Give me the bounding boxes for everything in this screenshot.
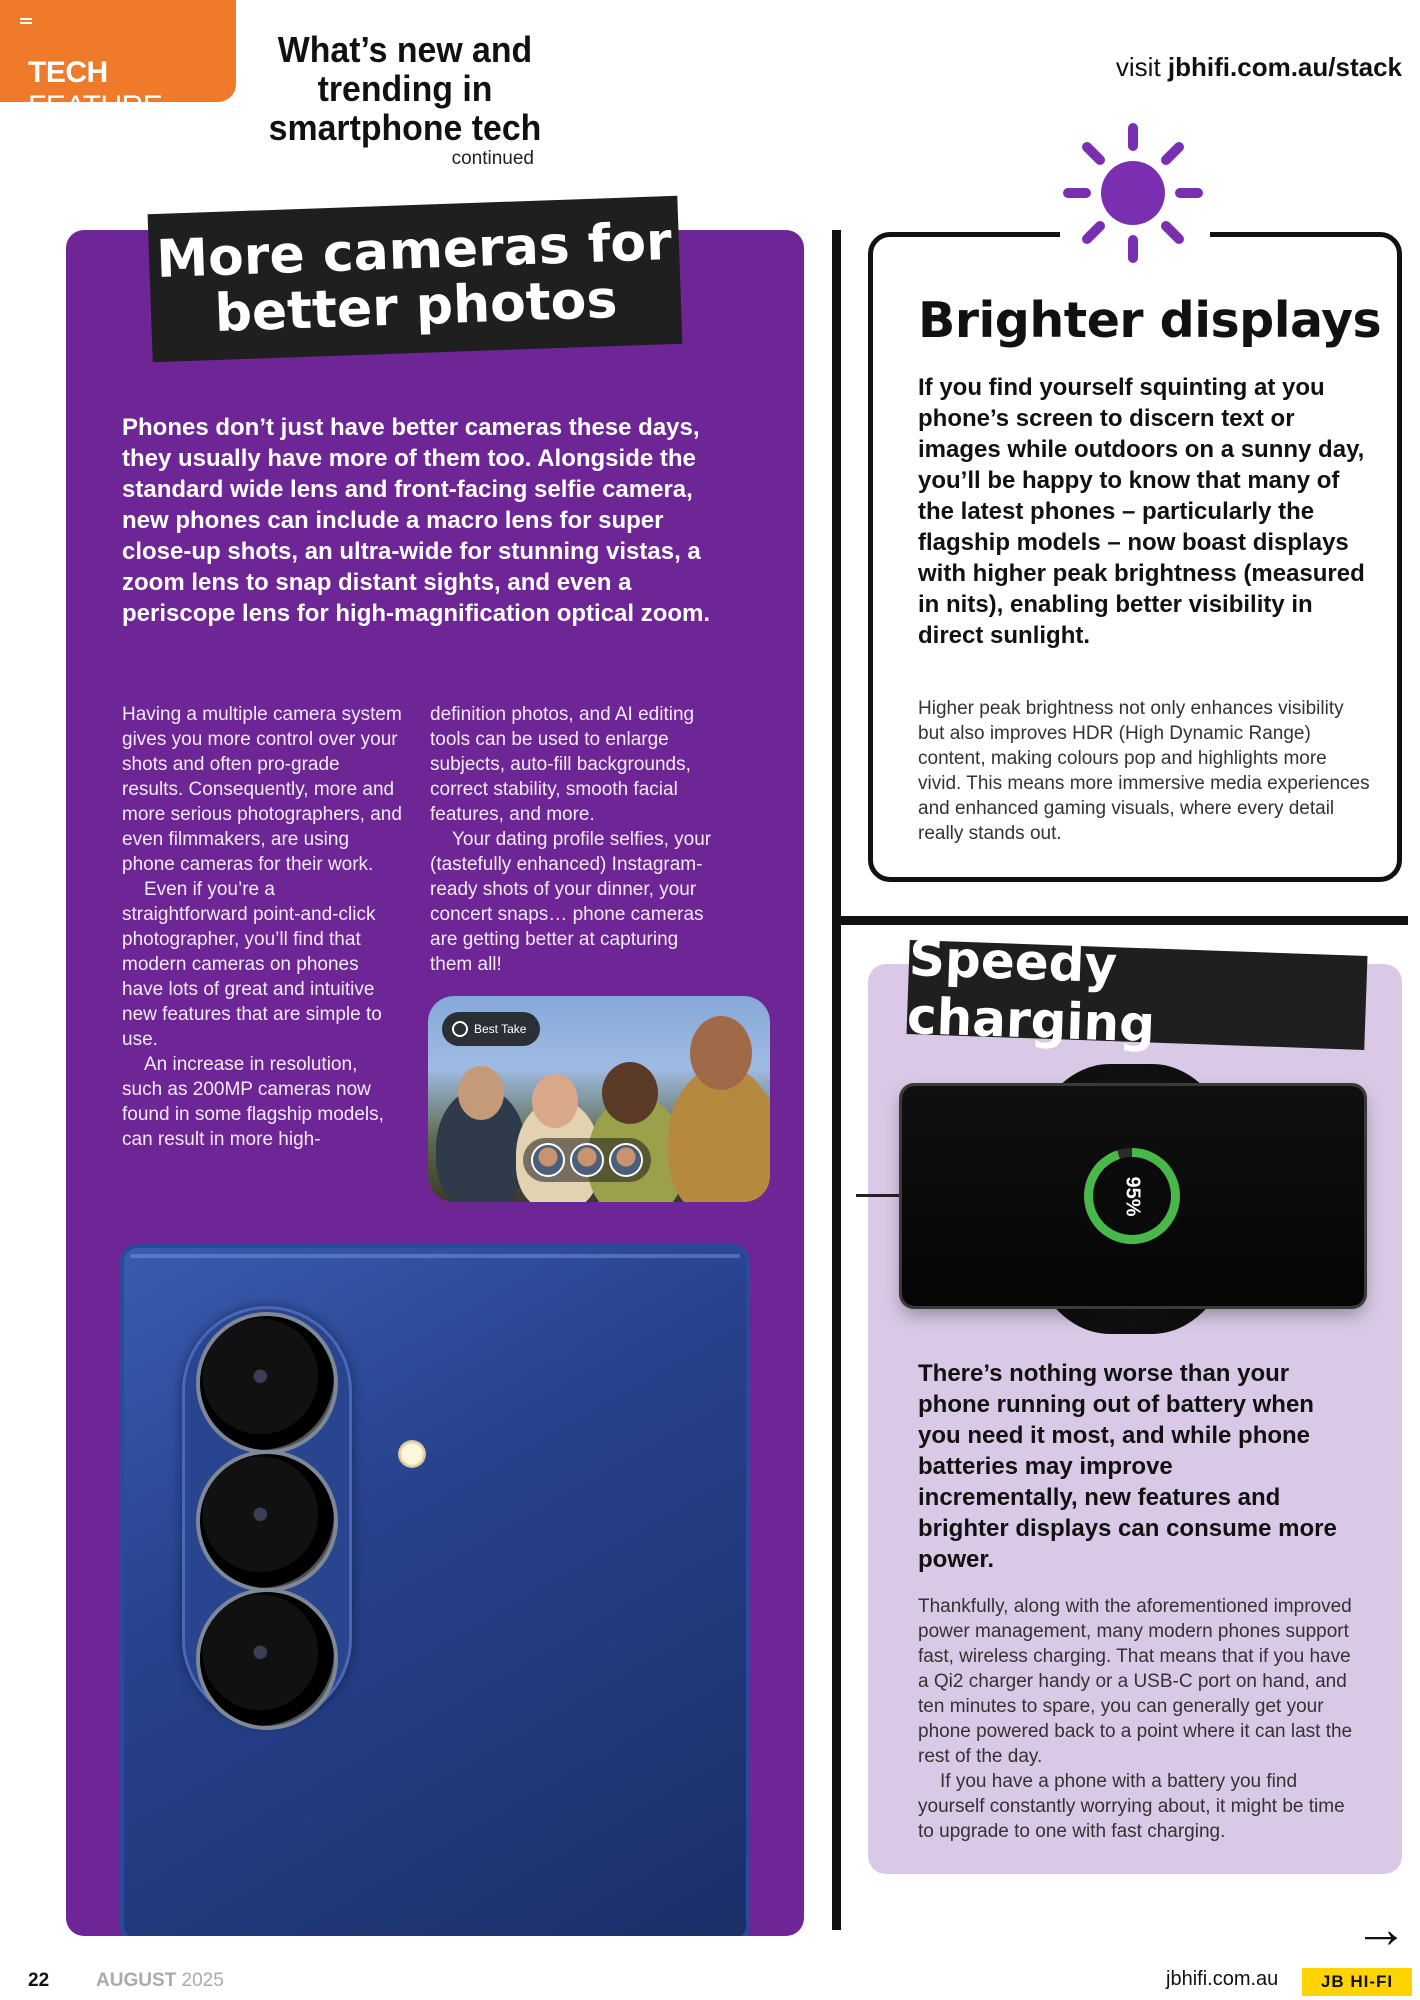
cameras-paragraph: Your dating profile selfies, your (tastefully enhanced) Instagram-ready shots of your dinner, your concert snaps… phone cameras are getting better at capturing them all! [430,829,712,975]
displays-title: Brighter displays [918,292,1382,349]
cameras-paragraph: Having a multiple camera system gives you more control over your shots and often pro-grade results. Consequently, more and more serious photographers, and even filmmakers, are using phone cameras for their work. [122,704,402,875]
best-take-thumbnails[interactable] [523,1138,651,1182]
charger-cable [856,1194,906,1197]
face-thumbnail[interactable] [531,1143,565,1177]
camera-lens [200,1454,334,1588]
section-tag-label [28,56,236,124]
best-take-chip [442,1012,540,1046]
face-shape [532,1074,578,1128]
face-shape [458,1066,504,1120]
camera-module [182,1306,352,1724]
face-shape [690,1016,752,1090]
charging-title-banner [906,929,1367,1054]
displays-body: Higher peak brightness not only enhances visibility but also improves HDR (High Dynamic Range) content, making colours pop and highlights more vivid. This means more immersive media experiences and enhanced gaming visuals, where every detail really stands out. [918,698,1370,844]
footer-url[interactable]: jbhifi.com.au [1166,1968,1279,1990]
best-take-label: Best Take [474,1022,527,1036]
charging-body [918,1594,1358,1844]
visit-url[interactable]: jbhifi.com.au/stack [1167,52,1402,82]
column-divider [832,230,841,1930]
cameras-paragraph: definition photos, and AI editing tools can be used to enlarge subjects, auto-fill backgrounds, correct stability, smooth facial features, and more. [430,704,695,825]
issue-date [96,1970,224,1992]
foldable-phone-render [120,1244,750,1936]
camera-lens [200,1316,334,1450]
cameras-intro: Phones don’t just have better cameras these days, they usually have more of them too. Alongside the standard wide lens and front-facing selfie camera, new phones can include a macro lens for super close-up shots, an ultra-wide for stunning vistas, a zoom lens to snap distant sights, and even a periscope lens for high-magnification optical zoom. [122,414,711,627]
charging-paragraph: Thankfully, along with the aforementioned improved power management, many modern phones support fast, wireless charging. That means that if you have a Qi2 charger handy or a USB-C port on hand, and ten minutes to spare, you can generally get your phone powered back to a point where it can last the rest of the day. [918,1596,1353,1767]
page-headline: What’s new and trending in smartphone tech [268,29,542,148]
sun-icon [1062,122,1204,264]
continued-label: continued [451,148,534,169]
charging-paragraph: If you have a phone with a battery you find yourself constantly worrying about, it might be time to upgrade to one with fast charging. [918,1771,1345,1842]
camera-lens [200,1592,334,1726]
charging-phone [902,1086,1364,1306]
face-thumbnail[interactable] [609,1143,643,1177]
cameras-paragraph: Even if you’re a straightforward point-and-click photographer, you’ll find that modern cameras on phones have lots of great and intuitive new features that are simple to use. [122,879,382,1050]
tag-bold: TECH [28,56,108,89]
face-shape [602,1062,658,1124]
best-take-icon [452,1021,468,1037]
section-divider [838,916,1408,925]
camera-flash [398,1440,426,1468]
battery-ring [1084,1148,1180,1244]
issue-month: AUGUST [96,1970,177,1991]
menu-icon[interactable] [20,18,32,27]
battery-percentage: 95% [1121,1175,1144,1217]
charging-title: Speedy charging [906,929,1156,1054]
page-number: 22 [28,1970,50,1991]
phone-edge [130,1254,740,1258]
face-thumbnail[interactable] [570,1143,604,1177]
visit-prefix: visit [1115,52,1161,82]
displays-intro: If you find yourself squinting at you phone’s screen to discern text or images while outdoors on a sunny day, you’ll be happy to know that many of the latest phones – particularly the flagship models – now boast displays with higher peak brightness (measured in nits), enabling better visibility in direct sunlight. [918,374,1365,649]
charging-intro: There’s nothing worse than your phone running out of battery when you need it most, and while phone batteries may improve incrementally, new features and brighter displays can consume more power. [918,1360,1337,1573]
visit-link[interactable] [1116,52,1402,83]
cameras-panel [66,230,804,1936]
cameras-column-1 [122,702,402,1152]
tag-light: FEATURE [28,90,163,123]
next-page-arrow-icon[interactable]: → [1354,1899,1408,1959]
cameras-title: More cameras for better photos [155,212,673,344]
cameras-paragraph: An increase in resolution, such as 200MP cameras now found in some flagship models, can result in more high- [122,1054,384,1150]
cameras-column-2 [430,702,720,977]
section-tag [0,0,236,123]
battery-ring-inner [1093,1157,1171,1235]
group-selfie-photo [428,996,770,1202]
jbhifi-logo: JB HI-FI [1302,1968,1412,1996]
cameras-title-banner [148,196,683,362]
issue-year: 2025 [181,1970,224,1991]
